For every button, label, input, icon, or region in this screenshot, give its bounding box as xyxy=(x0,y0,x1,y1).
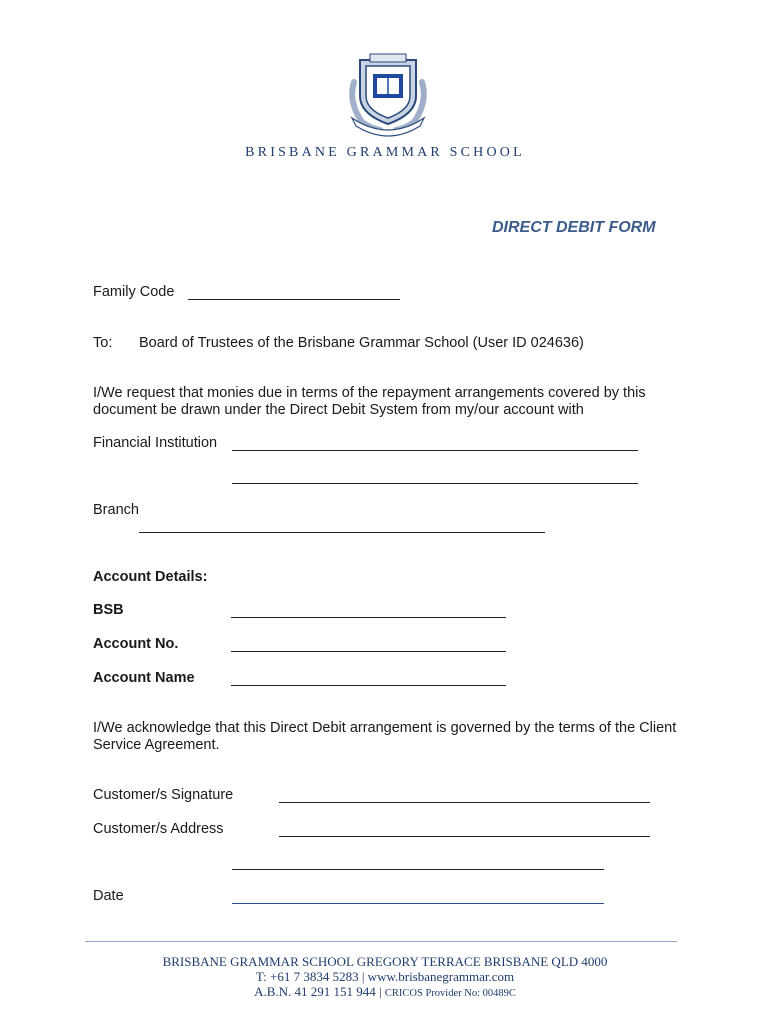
bsb-field[interactable] xyxy=(231,617,506,618)
recipient-text: Board of Trustees of the Brisbane Grammar School (User ID 024636) xyxy=(139,335,584,351)
school-name-heading: BRISBANE GRAMMAR SCHOOL xyxy=(245,145,525,160)
account-no-label: Account No. xyxy=(93,636,179,652)
customer-address-field-line-2[interactable] xyxy=(232,869,604,870)
form-title: DIRECT DEBIT FORM xyxy=(492,219,656,236)
customer-address-label: Customer/s Address xyxy=(93,821,224,837)
footer-registration xyxy=(0,984,770,1000)
account-details-heading: Account Details: xyxy=(93,569,208,585)
date-field[interactable] xyxy=(232,903,604,904)
footer-contact: T: +61 7 3834 5283 | www.brisbanegrammar.com xyxy=(255,969,515,984)
account-no-field[interactable] xyxy=(231,651,506,652)
account-name-field[interactable] xyxy=(231,685,506,686)
date-label: Date xyxy=(93,888,124,904)
branch-label: Branch xyxy=(93,502,139,518)
footer-abn: A.B.N. 41 291 151 944 | xyxy=(254,984,385,999)
family-code-label: Family Code xyxy=(93,284,175,300)
account-name-label: Account Name xyxy=(93,670,195,686)
family-code-field[interactable] xyxy=(188,299,400,300)
school-crest-logo xyxy=(340,52,436,138)
footer-divider xyxy=(85,941,677,942)
customer-signature-label: Customer/s Signature xyxy=(93,787,234,803)
financial-institution-field[interactable] xyxy=(232,450,638,451)
to-label: To: xyxy=(93,335,113,351)
bsb-label: BSB xyxy=(93,602,124,618)
customer-signature-field[interactable] xyxy=(279,802,650,803)
financial-institution-field-line-2[interactable] xyxy=(232,483,638,484)
footer-address: BRISBANE GRAMMAR SCHOOL GREGORY TERRACE BRISBANE QLD 4000 xyxy=(162,954,608,969)
footer-cricos: CRICOS Provider No: 00489C xyxy=(384,988,516,999)
request-paragraph: I/We request that monies due in terms of the repayment arrangements covered by this document be drawn under the Direct Debit System from my/our account with xyxy=(93,385,646,418)
customer-address-field[interactable] xyxy=(279,836,650,837)
branch-field[interactable] xyxy=(139,532,545,533)
financial-institution-label: Financial Institution xyxy=(93,435,218,451)
acknowledgement-paragraph: I/We acknowledge that this Direct Debit arrangement is governed by the terms of the Client Service Agreement. xyxy=(93,720,677,753)
